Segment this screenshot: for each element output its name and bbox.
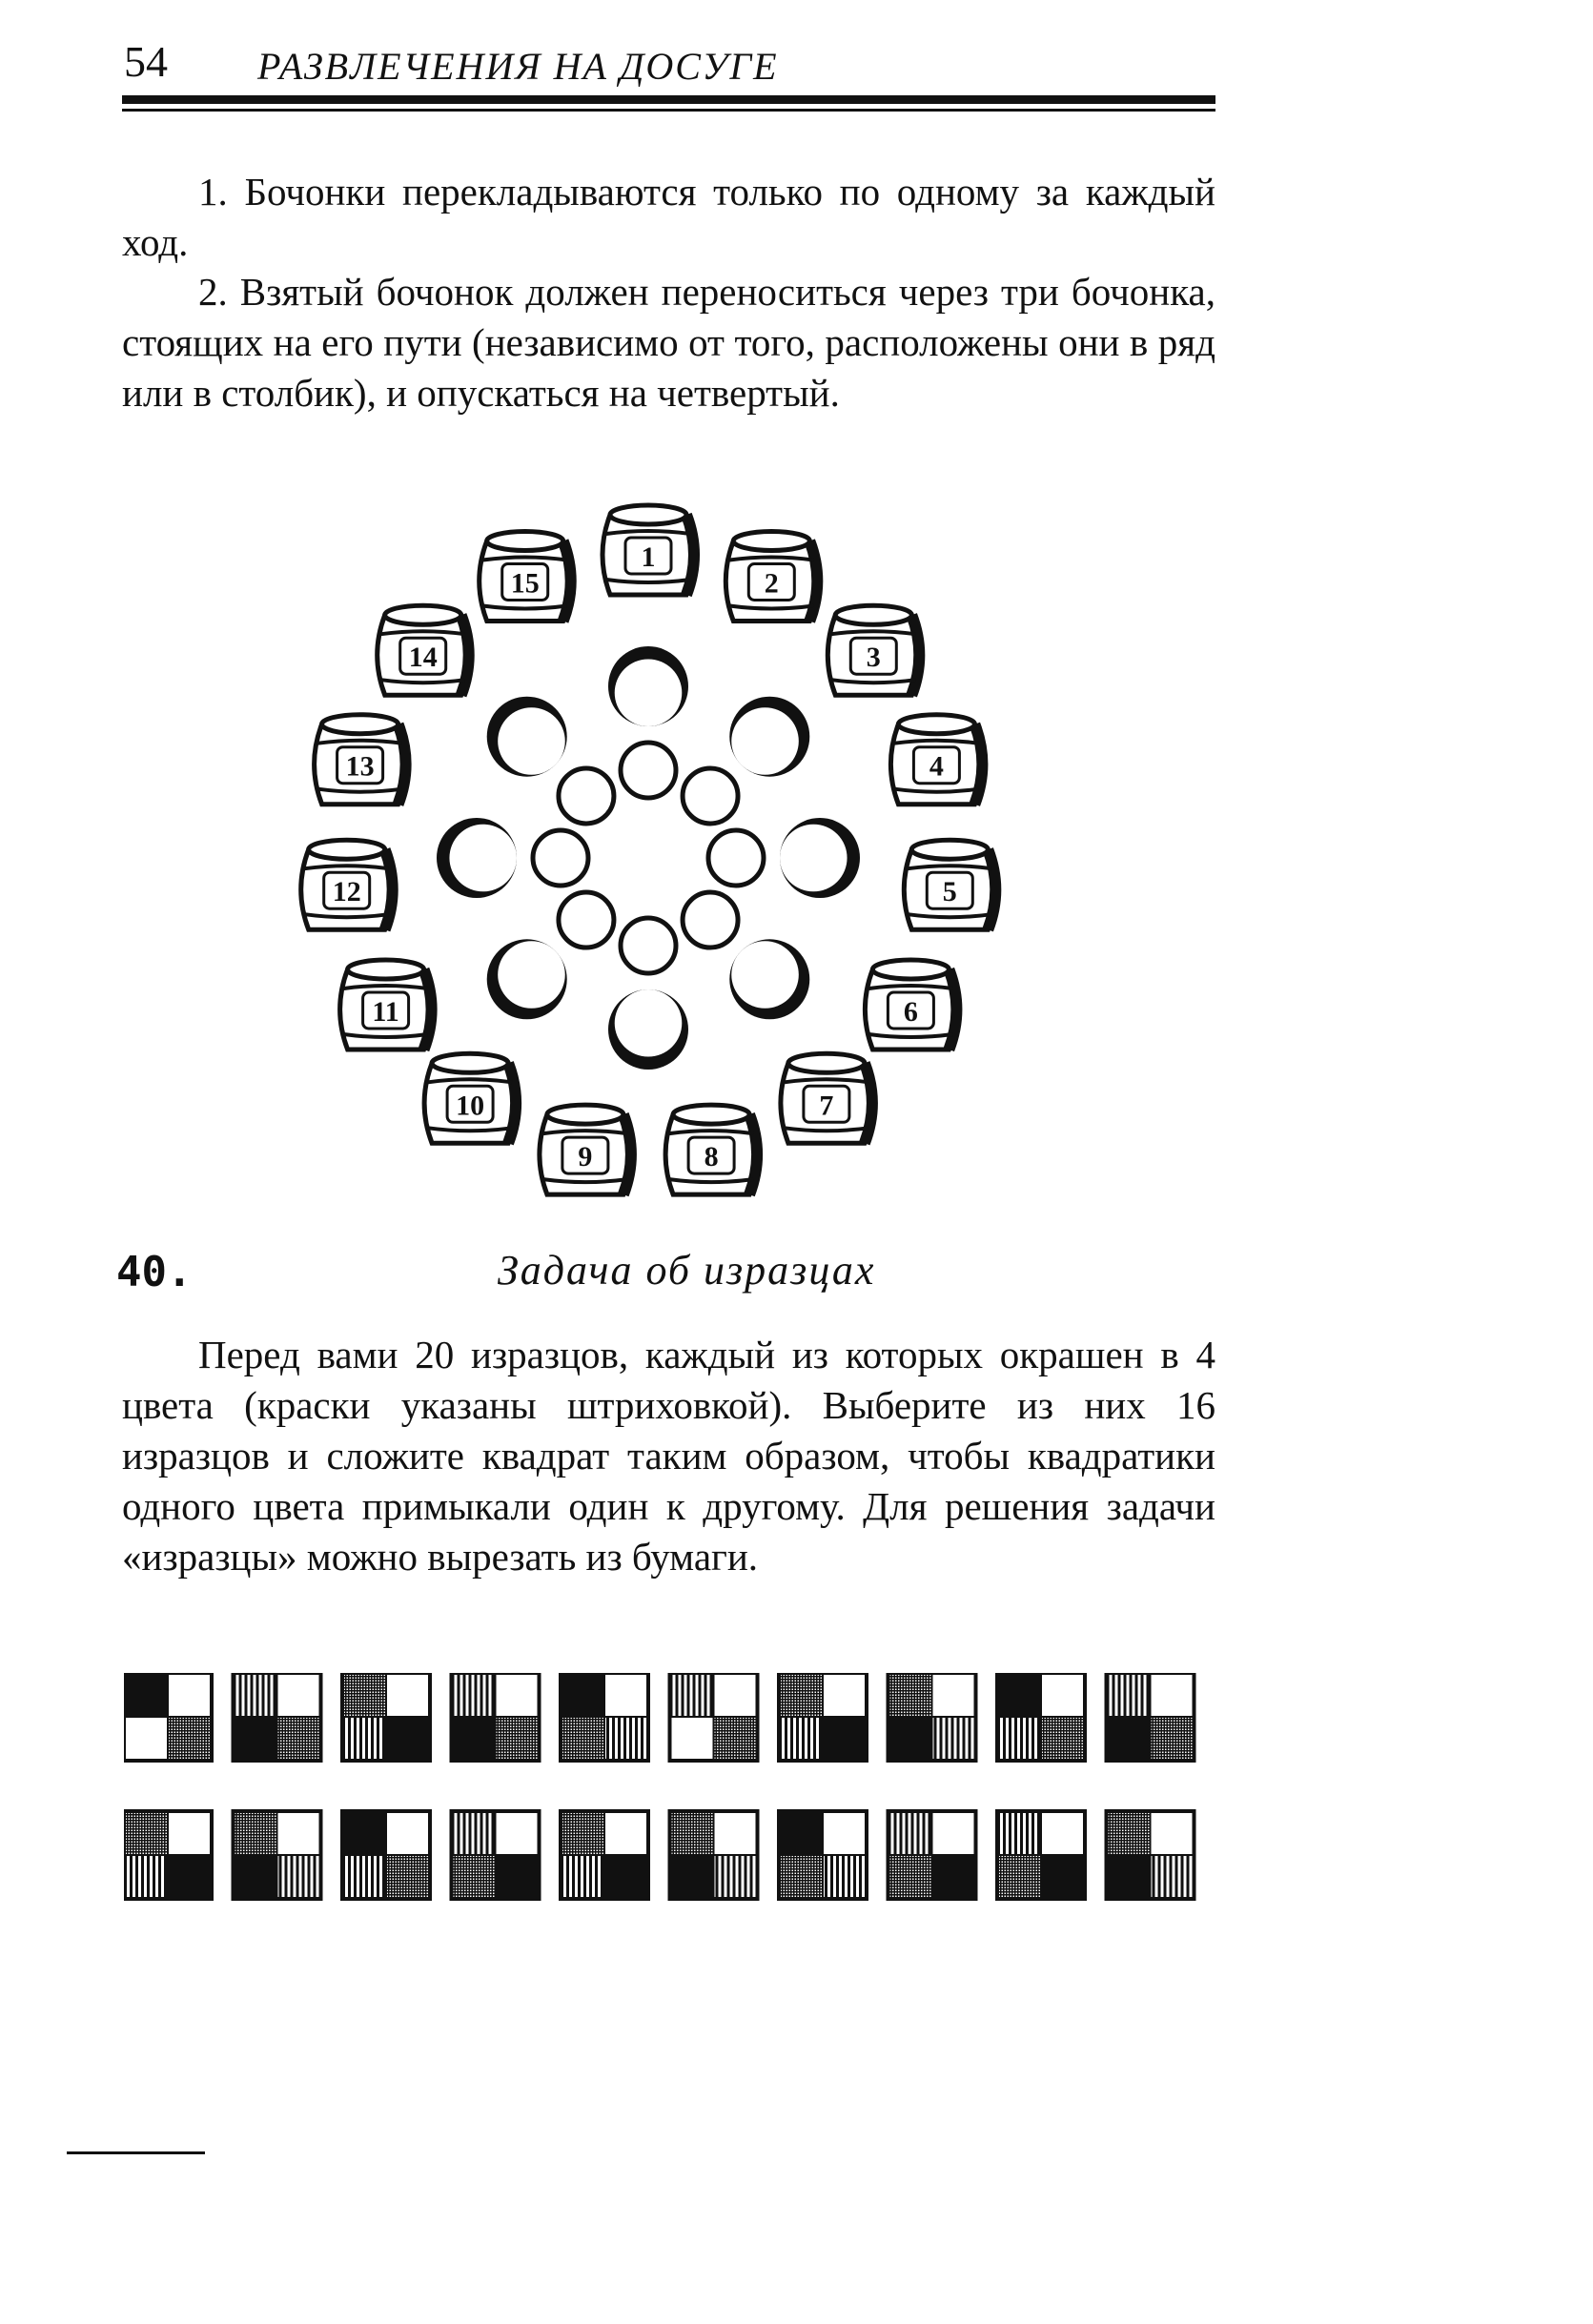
tile-quadrant-grid — [561, 1811, 604, 1855]
tile-quadrant-white — [168, 1673, 212, 1717]
tile-quadrant-black — [670, 1855, 714, 1899]
barrel-9 — [540, 1105, 631, 1194]
tile-quadrant-stripes — [561, 1855, 604, 1899]
tile-quadrant-stripes — [234, 1673, 277, 1717]
barrel-3 — [827, 605, 919, 695]
page-number: 54 — [124, 37, 168, 86]
hole-outer — [437, 818, 517, 898]
tile — [779, 1811, 867, 1899]
tile — [888, 1673, 976, 1761]
hole-outer — [487, 697, 567, 777]
barrel-10 — [424, 1053, 516, 1143]
tile-quadrant-black — [386, 1717, 430, 1761]
tile — [670, 1811, 758, 1899]
running-title: РАЗВЛЕЧЕНИЯ НА ДОСУГЕ — [257, 45, 779, 88]
tile-quadrant-black — [234, 1855, 277, 1899]
barrel-label: 15 — [510, 567, 540, 600]
barrel-label: 12 — [332, 876, 361, 908]
tile-quadrant-white — [1041, 1811, 1085, 1855]
hole-outer — [608, 989, 688, 1070]
tile-quadrant-black — [823, 1717, 867, 1761]
barrel-label: 11 — [372, 996, 399, 1028]
tile-quadrant-stripes — [888, 1811, 932, 1855]
hole-inner — [559, 768, 614, 824]
tile-quadrant-black — [1041, 1855, 1085, 1899]
hole-inner — [708, 830, 764, 886]
barrel-label: 7 — [819, 1090, 834, 1122]
tile-quadrant-stripes — [604, 1717, 648, 1761]
tile-quadrant-black — [888, 1717, 932, 1761]
tile-quadrant-white — [604, 1673, 648, 1717]
tile-quadrant-grid — [277, 1717, 321, 1761]
tile-quadrant-black — [779, 1811, 823, 1855]
barrel-puzzle-figure — [286, 496, 1011, 1220]
tile-quadrant-black — [234, 1717, 277, 1761]
tile-quadrant-stripes — [997, 1717, 1041, 1761]
hole-inner — [683, 892, 738, 948]
tile-quadrant-grid — [779, 1855, 823, 1899]
tile-quadrant-white — [932, 1811, 976, 1855]
barrel-label: 9 — [578, 1141, 593, 1173]
tile-quadrant-grid — [386, 1855, 430, 1899]
tile-quadrant-white — [714, 1673, 758, 1717]
tile-quadrant-black — [496, 1855, 540, 1899]
barrel-label: 8 — [704, 1141, 719, 1173]
tile-quadrant-black — [1107, 1855, 1151, 1899]
tile-quadrant-grid — [888, 1673, 932, 1717]
tile-quadrant-stripes — [670, 1673, 714, 1717]
barrel-14 — [378, 605, 469, 695]
hole-outer — [487, 939, 567, 1019]
tile — [234, 1811, 321, 1899]
tile-quadrant-white — [714, 1811, 758, 1855]
problem-title: Задача об изразцах — [498, 1247, 876, 1294]
tile-quadrant-black — [124, 1673, 168, 1717]
tile-quadrant-black — [561, 1673, 604, 1717]
barrel-label: 6 — [903, 996, 918, 1028]
tile — [1107, 1811, 1195, 1899]
barrel-15 — [480, 532, 571, 622]
barrel-1 — [602, 505, 694, 595]
tile-quadrant-stripes — [932, 1717, 976, 1761]
tile-quadrant-white — [932, 1673, 976, 1717]
tile-quadrant-white — [124, 1717, 168, 1761]
tile-quadrant-black — [604, 1855, 648, 1899]
tile-quadrant-stripes — [823, 1855, 867, 1899]
tile-quadrant-white — [1151, 1811, 1195, 1855]
tile-quadrant-white — [386, 1811, 430, 1855]
hole-inner — [621, 918, 676, 973]
tile-quadrant-white — [1151, 1673, 1195, 1717]
tile-quadrant-white — [496, 1673, 540, 1717]
tile-quadrant-grid — [714, 1717, 758, 1761]
tile-quadrant-grid — [452, 1855, 496, 1899]
tile — [234, 1673, 321, 1761]
hole-inner — [683, 768, 738, 824]
tile-quadrant-stripes — [342, 1717, 386, 1761]
tile-quadrant-grid — [1107, 1811, 1151, 1855]
tile — [888, 1811, 976, 1899]
tile-quadrant-black — [997, 1673, 1041, 1717]
barrel-11 — [340, 960, 432, 1050]
tile-quadrant-white — [277, 1811, 321, 1855]
tile-quadrant-stripes — [997, 1811, 1041, 1855]
tile — [452, 1673, 540, 1761]
rule-paragraph-2: 2. Взятый бочонок должен переноситься через три бочонка, стоящих на его пути (независимо от того, расположены они в ряд или в столбик), и опускаться на четвертый. — [122, 270, 1215, 415]
tile-quadrant-black — [342, 1811, 386, 1855]
barrel-label: 3 — [866, 642, 881, 674]
tile — [997, 1811, 1085, 1899]
barrel-label: 2 — [764, 567, 779, 600]
tile-quadrant-grid — [168, 1717, 212, 1761]
barrel-8 — [665, 1105, 757, 1194]
barrel-6 — [865, 960, 956, 1050]
tile-quadrant-stripes — [452, 1811, 496, 1855]
hole-outer — [780, 818, 860, 898]
tile-quadrant-stripes — [124, 1855, 168, 1899]
tile-quadrant-grid — [779, 1673, 823, 1717]
tile-quadrant-white — [823, 1673, 867, 1717]
tile — [342, 1811, 430, 1899]
tile-quadrant-white — [1041, 1673, 1085, 1717]
barrel-13 — [315, 715, 406, 805]
tile — [561, 1811, 648, 1899]
tile — [670, 1673, 758, 1761]
tile-quadrant-grid — [1151, 1717, 1195, 1761]
problem-number: 40. — [116, 1248, 193, 1296]
tile-quadrant-white — [386, 1673, 430, 1717]
barrel-label: 4 — [929, 750, 944, 783]
tile-quadrant-grid — [997, 1855, 1041, 1899]
tile-quadrant-stripes — [342, 1855, 386, 1899]
tile-quadrant-stripes — [1151, 1855, 1195, 1899]
tile-quadrant-stripes — [779, 1717, 823, 1761]
hole-inner — [533, 830, 588, 886]
tile-quadrant-stripes — [1107, 1673, 1151, 1717]
tile — [342, 1673, 430, 1761]
problem-text: Перед вами 20 изразцов, каждый из которых окрашен в 4 цвета (краски указаны штриховкой). Выберите из них 16 изразцов и сложите квадрат таким образом, чтобы квадратики одного цвета примыкали один к другому. Для решения задачи «изразцы» можно вырезать из бумаги. — [122, 1333, 1215, 1579]
rule-paragraph-1: 1. Бочонки перекладываются только по одному за каждый ход. — [122, 170, 1215, 264]
hole-inner — [621, 743, 676, 798]
barrel-2 — [725, 532, 817, 622]
tile-quadrant-white — [823, 1811, 867, 1855]
tile-quadrant-grid — [1041, 1717, 1085, 1761]
tile-quadrant-grid — [670, 1811, 714, 1855]
tile-quadrant-white — [670, 1717, 714, 1761]
tile — [452, 1811, 540, 1899]
tile-quadrant-grid — [234, 1811, 277, 1855]
tile — [1107, 1673, 1195, 1761]
tile-quadrant-grid — [124, 1811, 168, 1855]
footer-rule — [67, 2151, 205, 2154]
header-rule-thin — [122, 109, 1215, 112]
barrel-label: 10 — [456, 1090, 485, 1122]
tile-quadrant-black — [168, 1855, 212, 1899]
tile-quadrant-grid — [888, 1855, 932, 1899]
barrel-label: 1 — [641, 541, 656, 573]
hole-outer — [729, 939, 809, 1019]
tile-quadrant-white — [168, 1811, 212, 1855]
barrel-7 — [781, 1053, 872, 1143]
hole-outer — [729, 697, 809, 777]
tile — [779, 1673, 867, 1761]
hole-inner — [559, 892, 614, 948]
tile — [997, 1673, 1085, 1761]
tile — [124, 1673, 212, 1761]
barrel-label: 5 — [942, 876, 957, 908]
hole-outer — [608, 646, 688, 726]
barrel-label: 13 — [345, 750, 375, 783]
tile-quadrant-stripes — [714, 1855, 758, 1899]
tile-quadrant-grid — [496, 1717, 540, 1761]
barrel-label: 14 — [408, 642, 438, 674]
tile-quadrant-stripes — [452, 1673, 496, 1717]
barrel-4 — [890, 715, 982, 805]
tile-quadrant-white — [604, 1811, 648, 1855]
tile-quadrant-black — [452, 1717, 496, 1761]
tile-quadrant-stripes — [277, 1855, 321, 1899]
tile-quadrant-grid — [342, 1673, 386, 1717]
tile-quadrant-black — [932, 1855, 976, 1899]
tile-quadrant-white — [496, 1811, 540, 1855]
tile-quadrant-grid — [561, 1717, 604, 1761]
tile — [124, 1811, 212, 1899]
tiles-grid — [124, 1673, 1230, 1911]
barrel-5 — [904, 840, 995, 929]
barrel-12 — [301, 840, 393, 929]
header-rule — [122, 95, 1215, 104]
tile-quadrant-white — [277, 1673, 321, 1717]
tile — [561, 1673, 648, 1761]
tile-quadrant-black — [1107, 1717, 1151, 1761]
